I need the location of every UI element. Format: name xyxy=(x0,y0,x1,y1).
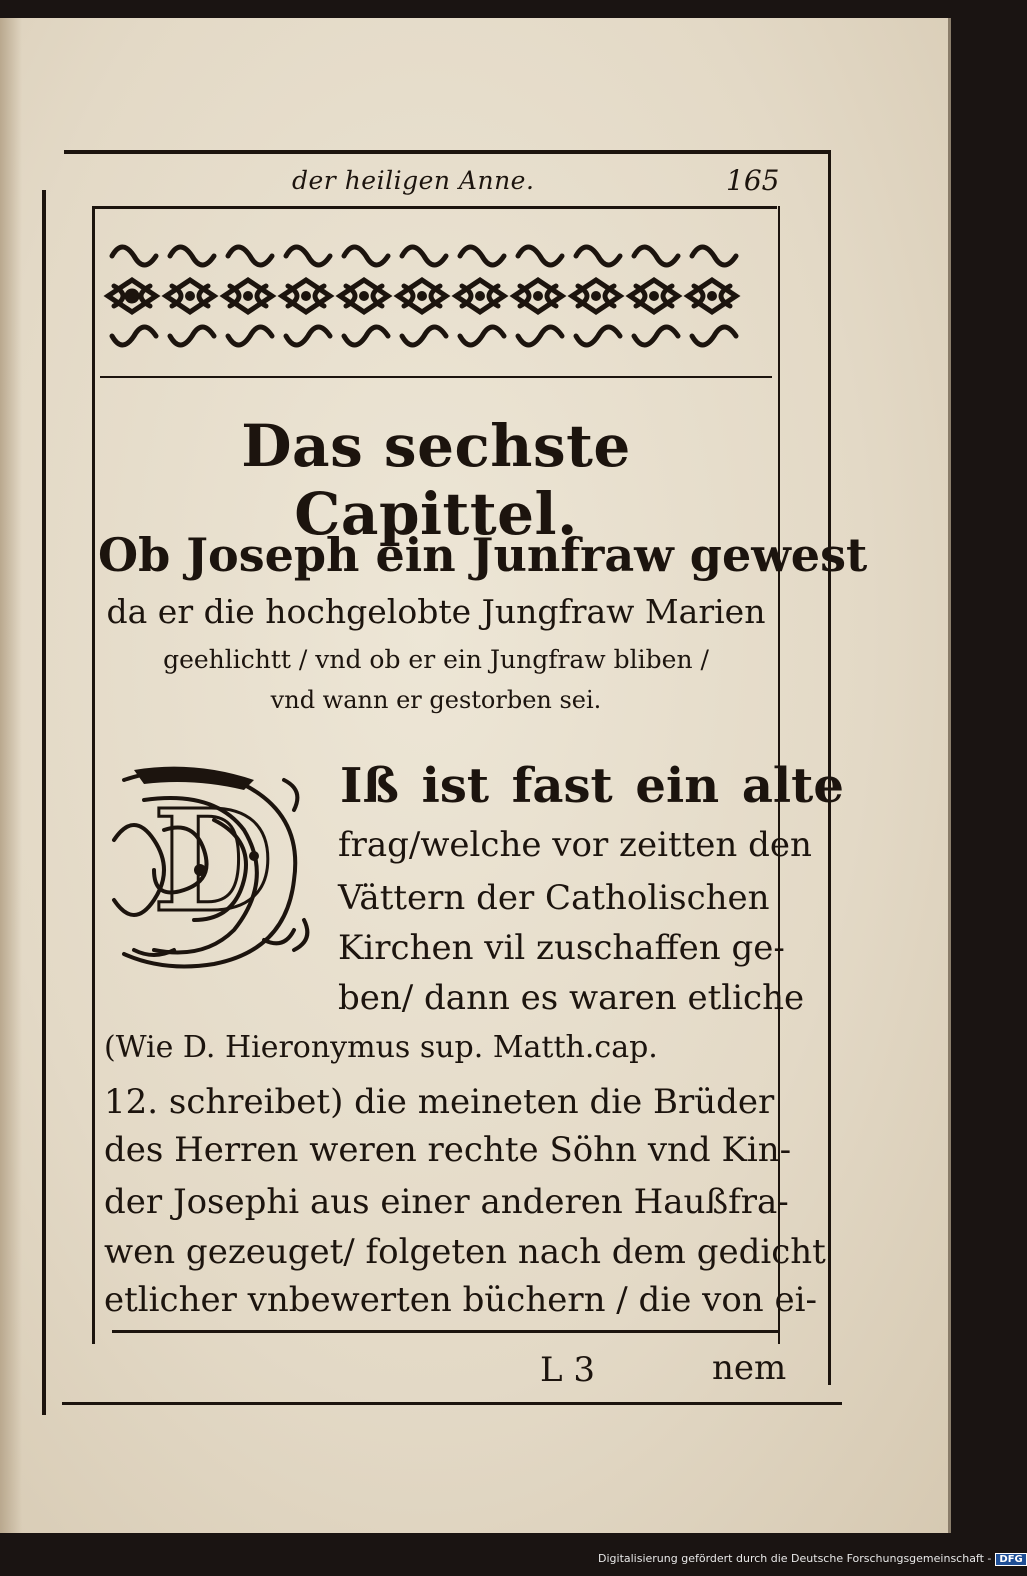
body-line: ben/ dann es waren etliche xyxy=(338,978,805,1018)
body-line: 12. schreibet) die meineten die Brüder xyxy=(104,1082,775,1122)
page-gutter-shadow xyxy=(0,18,22,1533)
ornament-underline xyxy=(100,376,772,378)
frame-bottom-rule xyxy=(62,1402,842,1405)
body-line: des Herren weren rechte Söhn vnd Kin- xyxy=(104,1130,792,1170)
initial-letter-glyph: D xyxy=(152,780,274,944)
text-block-top-rule xyxy=(92,206,777,209)
body-line: wen gezeuget/ folgeten nach dem gedicht xyxy=(104,1232,826,1272)
decorated-initial xyxy=(104,760,322,978)
running-head: der heiligen Anne. xyxy=(292,166,535,195)
body-line: Vättern der Catholischen xyxy=(338,878,770,918)
subheading-line: geehlichtt / vnd ob er ein Jungfraw bliben / xyxy=(163,645,709,674)
subheading-line: vnd wann er gestorben sei. xyxy=(270,686,602,714)
signature-mark: L 3 xyxy=(540,1350,596,1390)
page-number: 165 xyxy=(726,164,780,197)
frame-top-rule xyxy=(64,150,830,154)
frame-left-rule xyxy=(42,190,46,1415)
credit-text: Digitalisierung gefördert durch die Deutsche Forschungsgemeinschaft - xyxy=(598,1552,992,1565)
subheading-line: Ob Joseph ein Junfraw gewest xyxy=(98,528,868,582)
body-line: Iß ist fast ein alte xyxy=(340,758,844,814)
body-line: der Josephi aus einer anderen Haußfra- xyxy=(104,1182,789,1222)
chapter-title: Das sechste Capittel. xyxy=(241,412,631,548)
body-line: Kirchen vil zuschaffen ge- xyxy=(338,928,785,968)
subheading-line: da er die hochgelobte Jungfraw Marien xyxy=(106,592,766,631)
digitization-credit xyxy=(598,1552,1027,1566)
body-line: (Wie D. Hieronymus sup. Matth.cap. xyxy=(104,1030,658,1065)
decorative-headpiece-ornament xyxy=(104,226,768,366)
body-line: frag/welche vor zeitten den xyxy=(338,825,812,865)
dfg-logo: DFG xyxy=(995,1553,1026,1566)
body-line: etlicher vnbewerten büchern / die von ei- xyxy=(104,1280,817,1320)
catchword: nem xyxy=(712,1348,787,1388)
text-block-bottom-rule xyxy=(112,1330,780,1333)
